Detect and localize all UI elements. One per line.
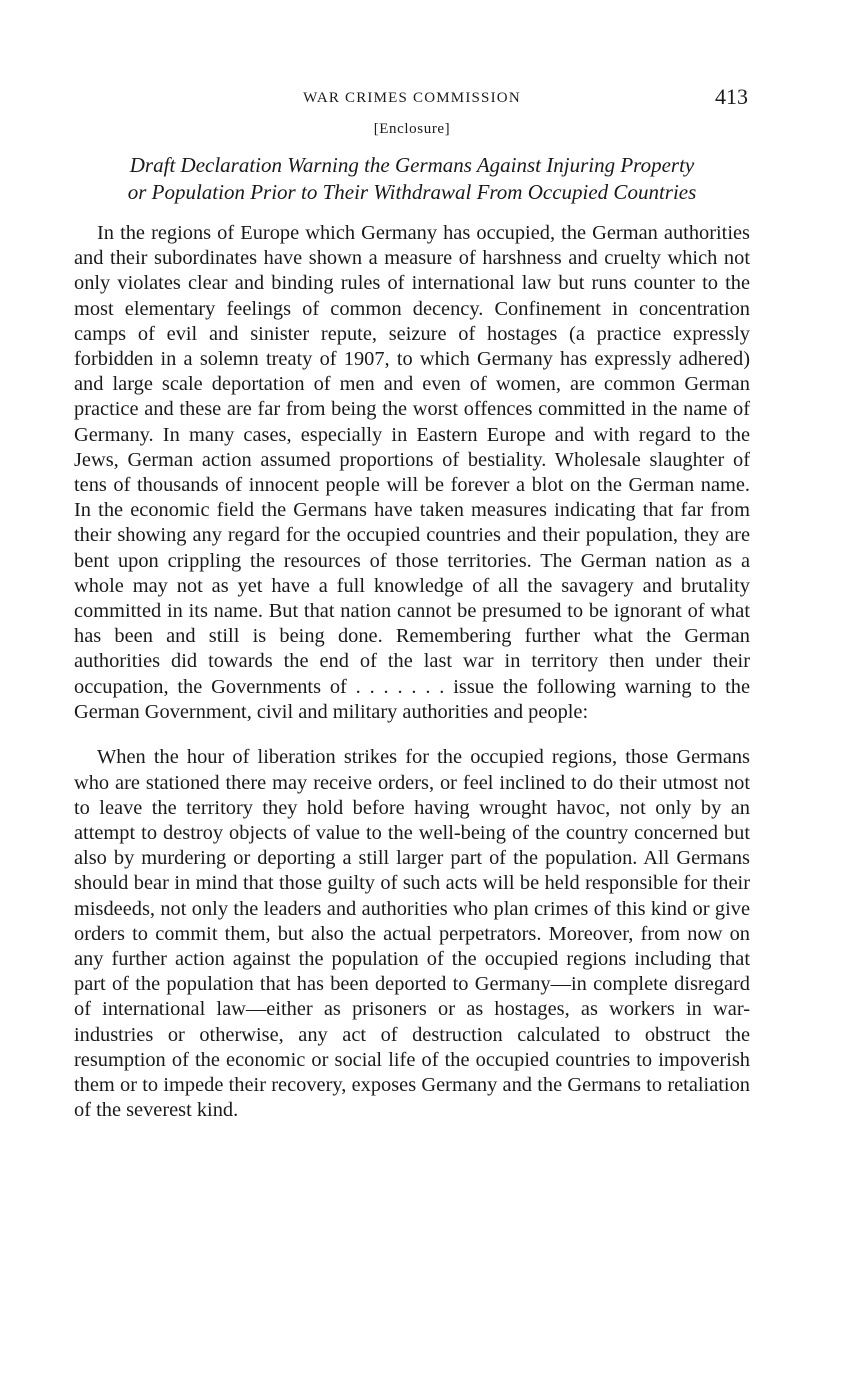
body-paragraph-2: When the hour of liberation strikes for the occupied regions, those Germans who are stationed there may receive orders, or feel inclined to do their utmost not to leave the territory they hold before having wrought havoc, not only by an attempt to destroy objects of value to the well-being of the country concerned but also by murdering or deporting a still larger part of the population. All Germans should bear in mind that those guilty of such acts will be held responsible for their misdeeds, not only the leaders and authorities who plan crimes of this kind or give orders to commit them, but also the actual perpetrators. Moreover, from now on any further action against the population of the occupied regions including that part of the population that has been deported to Germany—in complete disregard of international law—either as prisoners or as hostages, as workers in war-industries or otherwise, any act of destruction calculated to obstruct the resumption of the economic or social life of the occupied countries to impoverish them or to impede their recovery, exposes Germany and the Germans to retaliation of the severest kind. [74, 746, 750, 1122]
document-title-line-2: or Population Prior to Their Withdrawal From Occupied Countries [127, 180, 697, 204]
running-title: WAR CRIMES COMMISSION [303, 90, 521, 106]
document-title-line-1: Draft Declaration Warning the Germans Against Injuring Property [129, 153, 695, 177]
enclosure-label: [Enclosure] [373, 121, 451, 137]
page-number: 413 [715, 84, 748, 109]
document-page [74, 84, 750, 1144]
running-header [74, 84, 750, 118]
document-title [74, 152, 750, 206]
body-paragraph-1: In the regions of Europe which Germany has occupied, the German authorities and their subordinates have shown a measure of harshness and cruelty which not only violates clear and binding rules of international law but runs counter to the most elementary feelings of common decency. Confinement in concentration camps of evil and sinister repute, seizure of hostages (a practice expressly forbidden in a solemn treaty of 1907, to which Germany has expressly adhered) and large scale deportation of men and even of women, are common German practice and these are far from being the worst offences committed in the name of Germany. In many cases, especially in Eastern Europe and with regard to the Jews, German action assumed proportions of bestiality. Wholesale slaughter of tens of thousands of innocent people will be forever a blot on the German name. In the economic field the Germans have taken measures indicating that far from their showing any regard for the occupied countries and their population, they are bent upon crippling the resources of those territories. The German nation as a whole may not as yet have a full knowledge of all the savagery and brutality committed in its name. But that nation cannot be presumed to be ignorant of what has been and still is being done. Remembering further what the German authorities did towards the end of the last war in territory then under their occupation, the Governments of . . . . . . . issue the following warning to the German Government, civil and military authorities and people: [74, 222, 750, 723]
